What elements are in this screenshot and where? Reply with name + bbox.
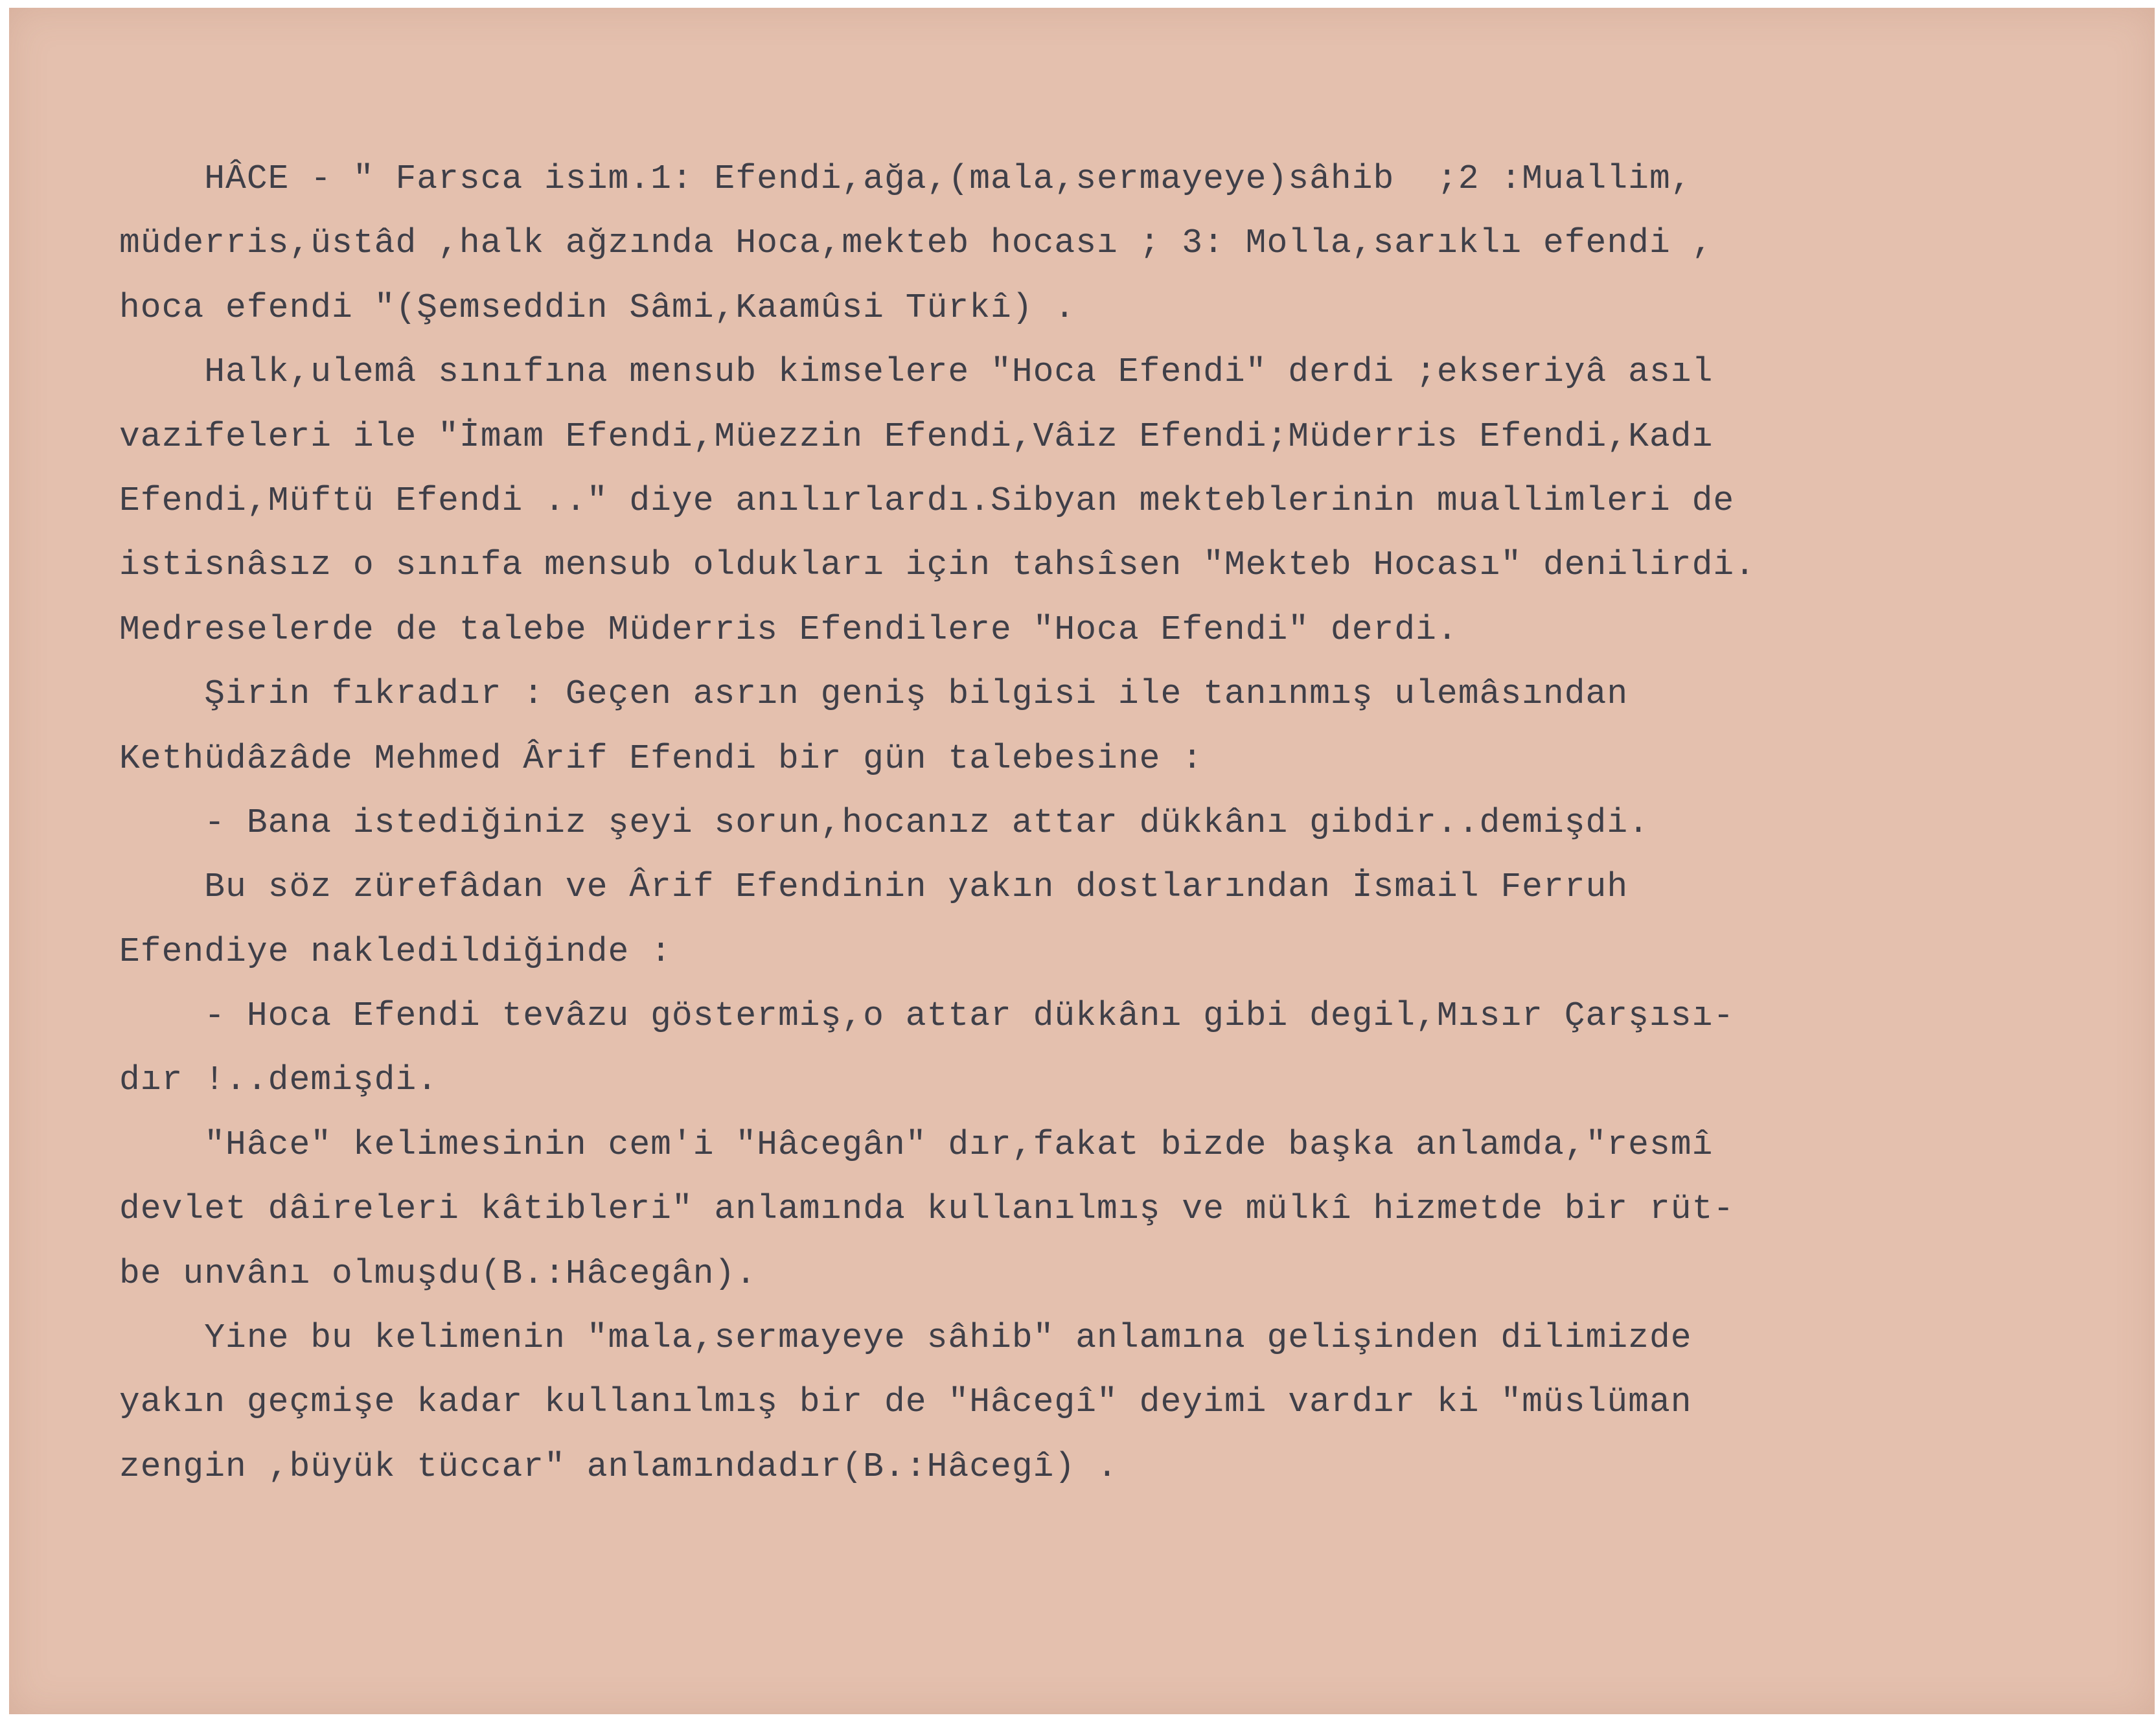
text-line: "Hâce" kelimesinin cem'i "Hâcegân" dır,fakat bizde başka anlamda,"resmî [119, 1125, 1714, 1164]
text-line: Yine bu kelimenin "mala,sermayeye sâhib" anlamına gelişinden dilimizde [119, 1318, 1692, 1358]
typewritten-page [9, 8, 2155, 1714]
text-line: Şirin fıkradır : Geçen asrın geniş bilgisi ile tanınmış ulemâsından [119, 674, 1629, 714]
text-line: Efendiye nakledildiğinde : [119, 932, 672, 971]
text-line: HÂCE - " Farsca isim.1: Efendi,ağa,(mala,sermayeye)sâhib ;2 :Muallim, [119, 159, 1692, 198]
text-line: be unvânı olmuşdu(B.:Hâcegân). [119, 1254, 757, 1293]
text-line: devlet dâireleri kâtibleri" anlamında kullanılmış ve mülkî hizmetde bir rüt- [119, 1189, 1735, 1229]
text-line: vazifeleri ile "İmam Efendi,Müezzin Efendi,Vâiz Efendi;Müderris Efendi,Kadı [119, 417, 1714, 456]
text-line: hoca efendi "(Şemseddin Sâmi,Kaamûsi Türkî) . [119, 288, 1076, 327]
text-line: müderris,üstâd ,halk ağzında Hoca,mekteb hocası ; 3: Molla,sarıklı efendi , [119, 224, 1714, 263]
text-line: istisnâsız o sınıfa mensub oldukları için tahsîsen "Mekteb Hocası" denilirdi. [119, 545, 1756, 585]
text-line: yakın geçmişe kadar kullanılmış bir de "Hâcegî" deyimi vardır ki "müslüman [119, 1383, 1692, 1422]
text-line: zengin ,büyük tüccar" anlamındadır(B.:Hâcegî) . [119, 1447, 1118, 1486]
text-line: Kethüdâzâde Mehmed Ârif Efendi bir gün talebesine : [119, 739, 1204, 778]
document-body [119, 147, 2140, 1499]
text-line: Efendi,Müftü Efendi .." diye anılırlardı.Sibyan mekteblerinin muallimleri de [119, 481, 1735, 520]
text-line: - Hoca Efendi tevâzu göstermiş,o attar dükkânı gibi degil,Mısır Çarşısı- [119, 996, 1735, 1036]
text-line: dır !..demişdi. [119, 1061, 439, 1100]
text-line: Halk,ulemâ sınıfına mensub kimselere "Hoca Efendi" derdi ;ekseriyâ asıl [119, 352, 1714, 392]
text-line: - Bana istediğiniz şeyi sorun,hocanız attar dükkânı gibdir..demişdi. [119, 803, 1649, 842]
text-line: Bu söz zürefâdan ve Ârif Efendinin yakın dostlarından İsmail Ferruh [119, 867, 1629, 907]
text-line: Medreselerde de talebe Müderris Efendilere "Hoca Efendi" derdi. [119, 610, 1458, 649]
